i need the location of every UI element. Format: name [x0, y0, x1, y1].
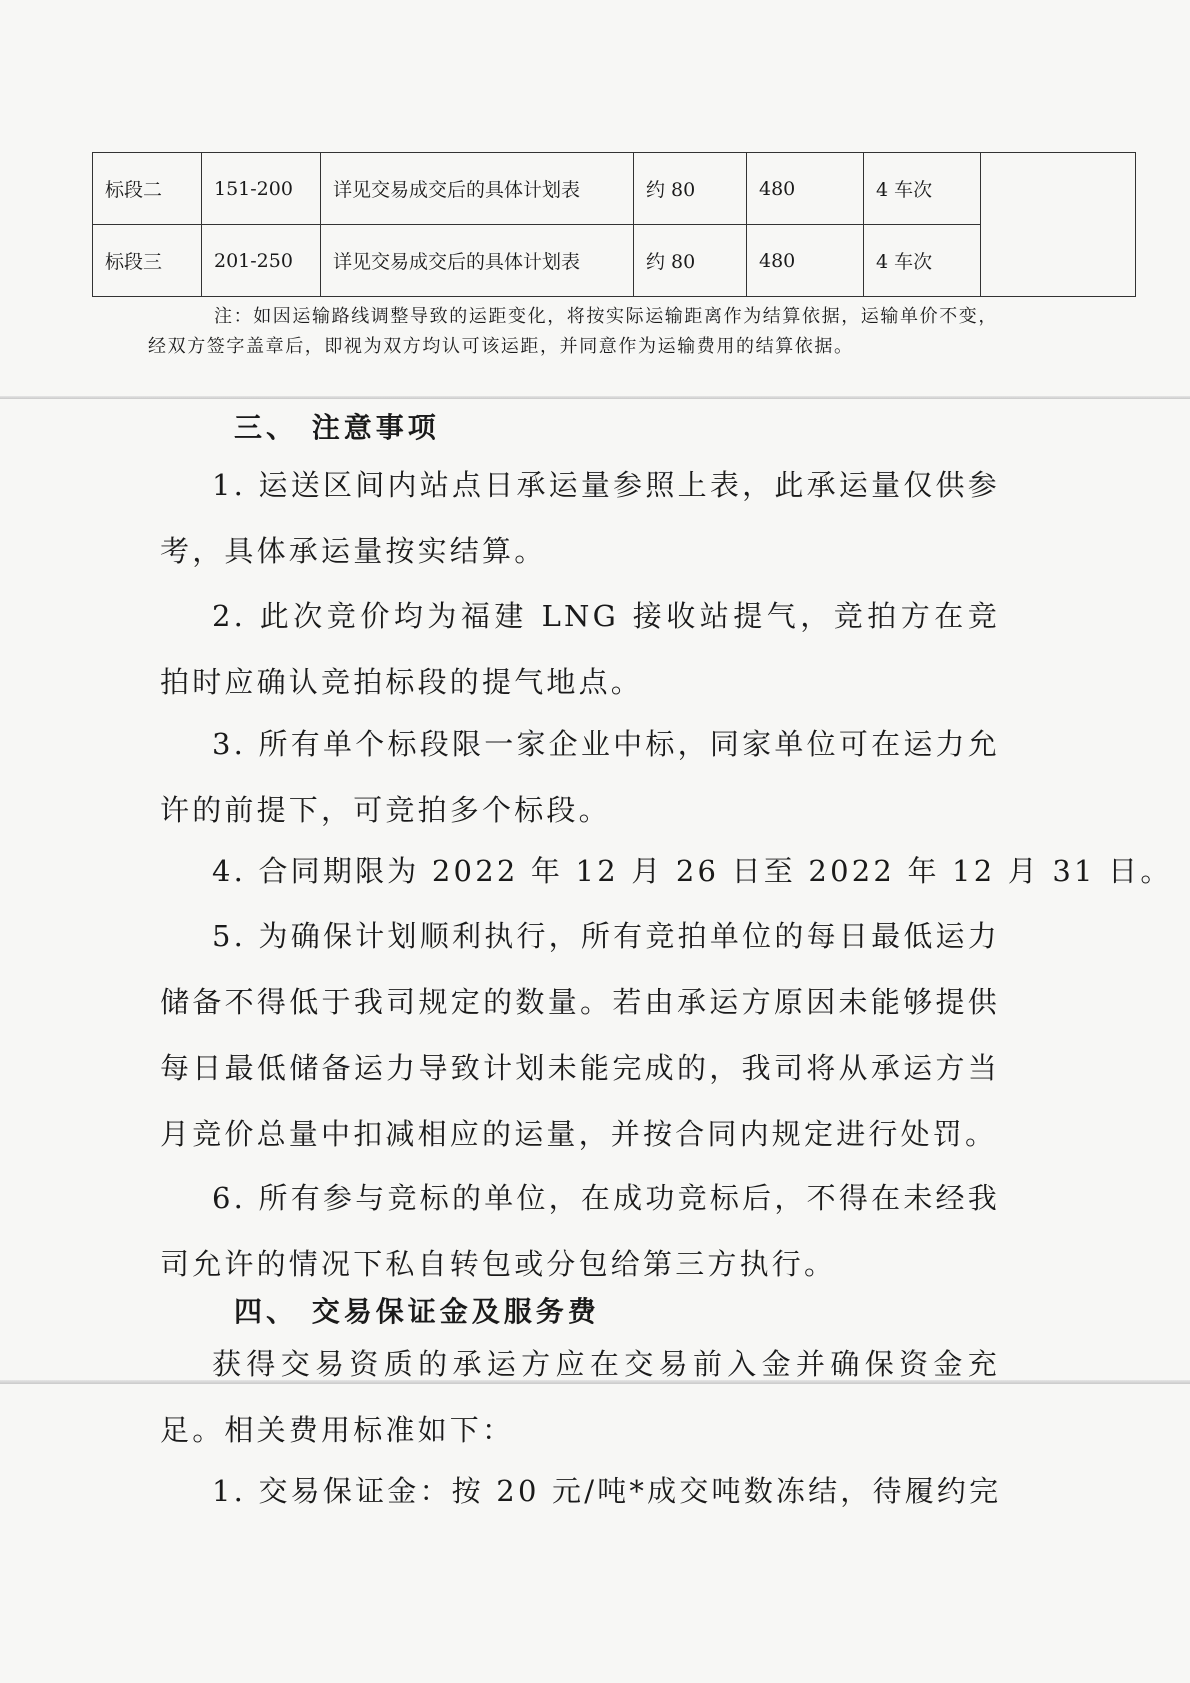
paragraph: 3. 所有单个标段限一家企业中标，同家单位可在运力允许的前提下，可竞拍多个标段。: [160, 727, 1000, 827]
table-cell: 4 车次: [864, 225, 981, 297]
section-heading: 四、 交易保证金及服务费: [234, 1295, 600, 1328]
table-cell: 201-250: [202, 225, 321, 297]
table-row: [93, 153, 1136, 225]
table-cell: 480: [747, 225, 864, 297]
table-cell: 详见交易成交后的具体计划表: [321, 153, 634, 225]
table-row: [93, 225, 1136, 297]
table-cell: 151-200: [202, 153, 321, 225]
paragraph: 6. 所有参与竞标的单位，在成功竞标后，不得在未经我司允许的情况下私自转包或分包给第三方执行。: [160, 1181, 1000, 1281]
table-cell: 约 80: [634, 225, 747, 297]
paragraph: 2. 此次竞价均为福建 LNG 接收站提气，竞拍方在竞拍时应确认竞拍标段的提气地点。: [160, 599, 1000, 699]
freight-table: [92, 152, 1136, 297]
paragraph: 获得交易资质的承运方应在交易前入金并确保资金充足。相关费用标准如下：: [160, 1347, 1000, 1447]
table-cell: 标段二: [93, 153, 202, 225]
table-cell: 详见交易成交后的具体计划表: [321, 225, 634, 297]
table-cell: 约 80: [634, 153, 747, 225]
table-cell: 标段三: [93, 225, 202, 297]
paragraph: 5. 为确保计划顺利执行，所有竞拍单位的每日最低运力储备不得低于我司规定的数量。若由承运方原因未能够提供每日最低储备运力导致计划未能完成的，我司将从承运方当月竞价总量中扣减相应的运量，并按合同内规定进行处罚。: [160, 919, 1000, 1151]
paragraph: 1. 交易保证金：按 20 元/吨*成交吨数冻结，待履约完: [212, 1474, 1002, 1508]
table-cell: 480: [747, 153, 864, 225]
table-cell-empty: [981, 153, 1136, 297]
paragraph: 4. 合同期限为 2022 年 12 月 26 日至 2022 年 12 月 31 日。: [212, 854, 1173, 888]
section-heading: 三、 注意事项: [234, 411, 440, 444]
table-cell: 4 车次: [864, 153, 981, 225]
scan-divider: [0, 396, 1190, 399]
paragraph: 1. 运送区间内站点日承运量参照上表，此承运量仅供参考，具体承运量按实结算。: [160, 468, 1000, 568]
table-note: 注：如因运输路线调整导致的运距变化，将按实际运输距离作为结算依据，运输单价不变，经双方签字盖章后，即视为双方均认可该运距，并同意作为运输费用的结算依据。: [148, 306, 998, 357]
